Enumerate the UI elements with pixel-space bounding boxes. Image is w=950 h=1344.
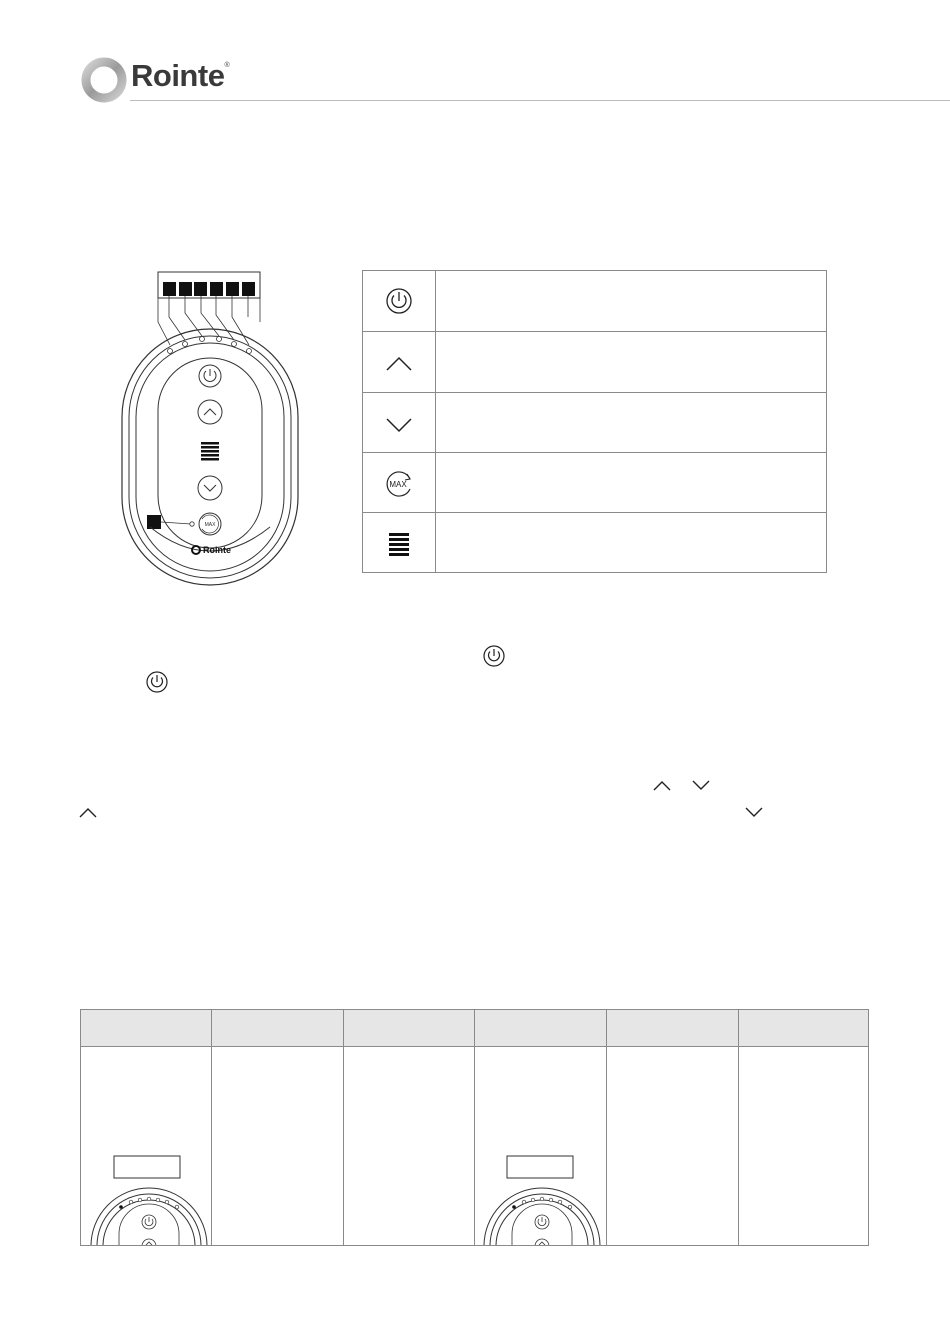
power-icon — [482, 644, 506, 668]
legend-row-down — [363, 392, 826, 453]
max-button-label: MAX — [204, 522, 216, 528]
max-icon-label: MAX — [389, 480, 407, 489]
brand-name: Rointe® — [131, 58, 230, 93]
max-boost-icon — [363, 453, 435, 513]
button-legend-table — [362, 270, 827, 573]
chevron-up-icon — [363, 332, 435, 392]
power-icon — [145, 670, 169, 694]
legend-row-up — [363, 331, 826, 392]
menu-lines-icon — [363, 513, 435, 573]
column-divider — [474, 1010, 475, 1246]
legend-row-max — [363, 452, 826, 513]
power-icon — [363, 271, 435, 331]
chevron-up-icon — [651, 777, 673, 793]
chevron-up-icon — [77, 804, 99, 820]
column-divider — [343, 1010, 344, 1246]
header-divider — [130, 100, 950, 101]
column-divider — [606, 1010, 607, 1246]
legend-row-power — [363, 271, 826, 331]
column-divider — [211, 1010, 212, 1246]
controller-logo-text: Rointe — [203, 545, 231, 555]
controller-partial-view — [89, 1154, 209, 1246]
rointe-ring-icon — [80, 56, 128, 104]
controller-illustration — [110, 265, 310, 595]
brand-logo — [80, 56, 128, 104]
controller-partial-view — [482, 1154, 602, 1246]
legend-row-menu — [363, 512, 826, 573]
column-divider — [738, 1010, 739, 1246]
chevron-down-icon — [363, 393, 435, 453]
chevron-down-icon — [743, 804, 765, 820]
bottom-table — [80, 1009, 869, 1246]
chevron-down-icon — [690, 777, 712, 793]
